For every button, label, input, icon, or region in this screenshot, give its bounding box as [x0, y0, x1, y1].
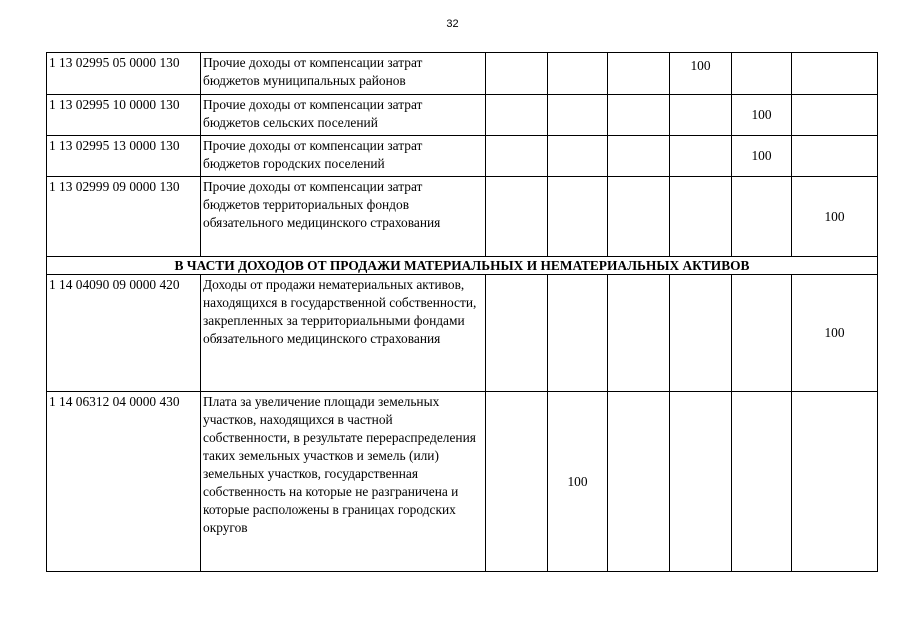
table-row	[47, 53, 878, 95]
row-value	[608, 275, 670, 392]
row-name: Прочие доходы от компенсации затрат бюджетов территориальных фондов обязательного медицинского страхования	[201, 177, 486, 257]
table-row	[47, 136, 878, 177]
row-value	[486, 275, 548, 392]
section-header: В ЧАСТИ ДОХОДОВ ОТ ПРОДАЖИ МАТЕРИАЛЬНЫХ И НЕМАТЕРИАЛЬНЫХ АКТИВОВ	[47, 257, 878, 275]
row-name: Доходы от продажи нематериальных активов, находящихся в государственной собственности, закрепленных за территориальными фондами обязательного медицинского страхования	[201, 275, 486, 392]
row-value	[608, 177, 670, 257]
row-code: 1 13 02995 05 0000 130	[47, 53, 201, 95]
row-name: Прочие доходы от компенсации затрат бюджетов сельских поселений	[201, 95, 486, 136]
row-code: 1 13 02995 13 0000 130	[47, 136, 201, 177]
row-value: 100	[792, 275, 878, 392]
table-row	[47, 275, 878, 392]
row-value	[670, 392, 732, 572]
row-value	[608, 136, 670, 177]
row-value	[548, 275, 608, 392]
row-code: 1 13 02995 10 0000 130	[47, 95, 201, 136]
row-value	[486, 53, 548, 95]
row-code: 1 14 04090 09 0000 420	[47, 275, 201, 392]
row-value	[732, 177, 792, 257]
row-value	[608, 392, 670, 572]
row-value: 100	[732, 136, 792, 177]
table-row	[47, 95, 878, 136]
table-row	[47, 392, 878, 572]
row-value	[548, 177, 608, 257]
table-row	[47, 177, 878, 257]
page-number: 32	[446, 18, 459, 30]
row-name: Плата за увеличение площади земельных участков, находящихся в частной собственности, в результате перераспределения таких земельных участков и земель (или) земельных участков, государственная собственность на которые не разграничена и которые расположены в границах городских округов	[201, 392, 486, 572]
row-value	[548, 95, 608, 136]
row-value	[548, 53, 608, 95]
row-value	[548, 136, 608, 177]
row-value	[732, 392, 792, 572]
row-code: 1 14 06312 04 0000 430	[47, 392, 201, 572]
row-value	[670, 95, 732, 136]
row-value	[792, 53, 878, 95]
row-value	[486, 392, 548, 572]
row-value	[792, 136, 878, 177]
row-value	[670, 136, 732, 177]
revenue-table	[46, 52, 878, 572]
row-value	[732, 53, 792, 95]
section-header-row	[47, 257, 878, 275]
row-value	[670, 177, 732, 257]
row-value	[792, 95, 878, 136]
row-value	[486, 95, 548, 136]
row-value	[608, 53, 670, 95]
row-value	[608, 95, 670, 136]
row-code: 1 13 02999 09 0000 130	[47, 177, 201, 257]
row-value	[792, 392, 878, 572]
row-value: 100	[792, 177, 878, 257]
row-value	[670, 275, 732, 392]
row-value: 100	[548, 392, 608, 572]
row-value: 100	[670, 53, 732, 95]
row-value	[732, 275, 792, 392]
row-value	[486, 136, 548, 177]
row-value	[486, 177, 548, 257]
row-value: 100	[732, 95, 792, 136]
row-name: Прочие доходы от компенсации затрат бюджетов городских поселений	[201, 136, 486, 177]
row-name: Прочие доходы от компенсации затрат бюджетов муниципальных районов	[201, 53, 486, 95]
